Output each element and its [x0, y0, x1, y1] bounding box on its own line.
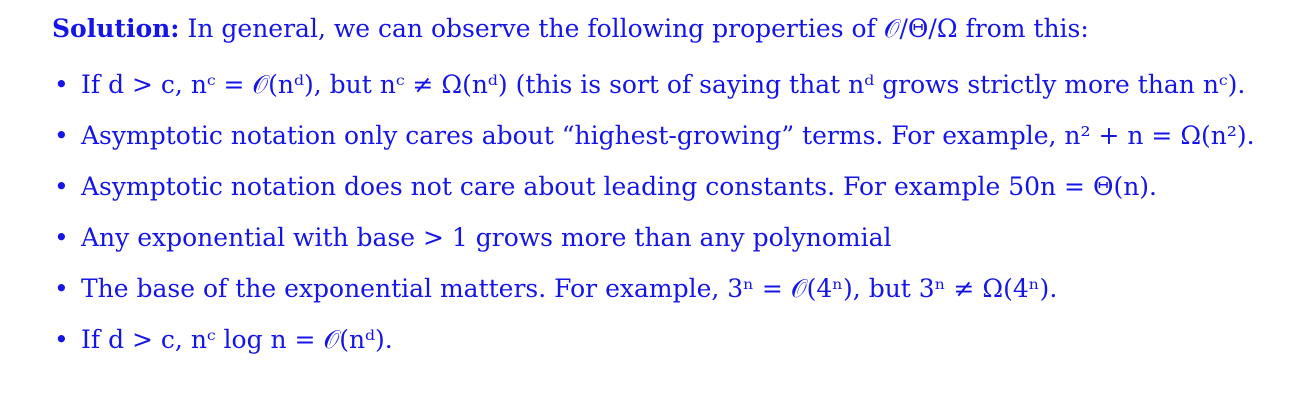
list-item [52, 119, 1257, 152]
bullet-icon: • [54, 325, 69, 354]
list-item [52, 272, 1257, 305]
bullet-text: If d > c, nᶜ log n = 𝒪(nᵈ). [81, 325, 393, 354]
list-item [52, 221, 1257, 254]
bullet-icon: • [54, 70, 69, 99]
bullet-text: Any exponential with base > 1 grows more than any polynomial [81, 223, 892, 252]
properties-list [52, 68, 1257, 374]
list-item [52, 68, 1257, 101]
bullet-icon: • [54, 121, 69, 150]
bullet-text: Asymptotic notation does not care about leading constants. For example 50n = Θ(n). [81, 172, 1158, 201]
bullet-icon: • [54, 223, 69, 252]
solution-heading [52, 12, 1089, 45]
bullet-icon: • [54, 274, 69, 303]
list-item [52, 323, 1257, 356]
bullet-text: If d > c, nᶜ = 𝒪(nᵈ), but nᶜ ≠ Ω(nᵈ) (this is sort of saying that nᵈ grows strictly more than nᶜ). [81, 70, 1246, 99]
bullet-text: The base of the exponential matters. For example, 3ⁿ = 𝒪(4ⁿ), but 3ⁿ ≠ Ω(4ⁿ). [81, 274, 1058, 303]
bullet-text: Asymptotic notation only cares about “highest-growing” terms. For example, n² + n = Ω(n²). [81, 121, 1255, 150]
solution-label: Solution: [52, 14, 180, 43]
list-item [52, 170, 1257, 203]
solution-intro-text: In general, we can observe the following properties of 𝒪/Θ/Ω from this: [187, 14, 1089, 43]
bullet-icon: • [54, 172, 69, 201]
